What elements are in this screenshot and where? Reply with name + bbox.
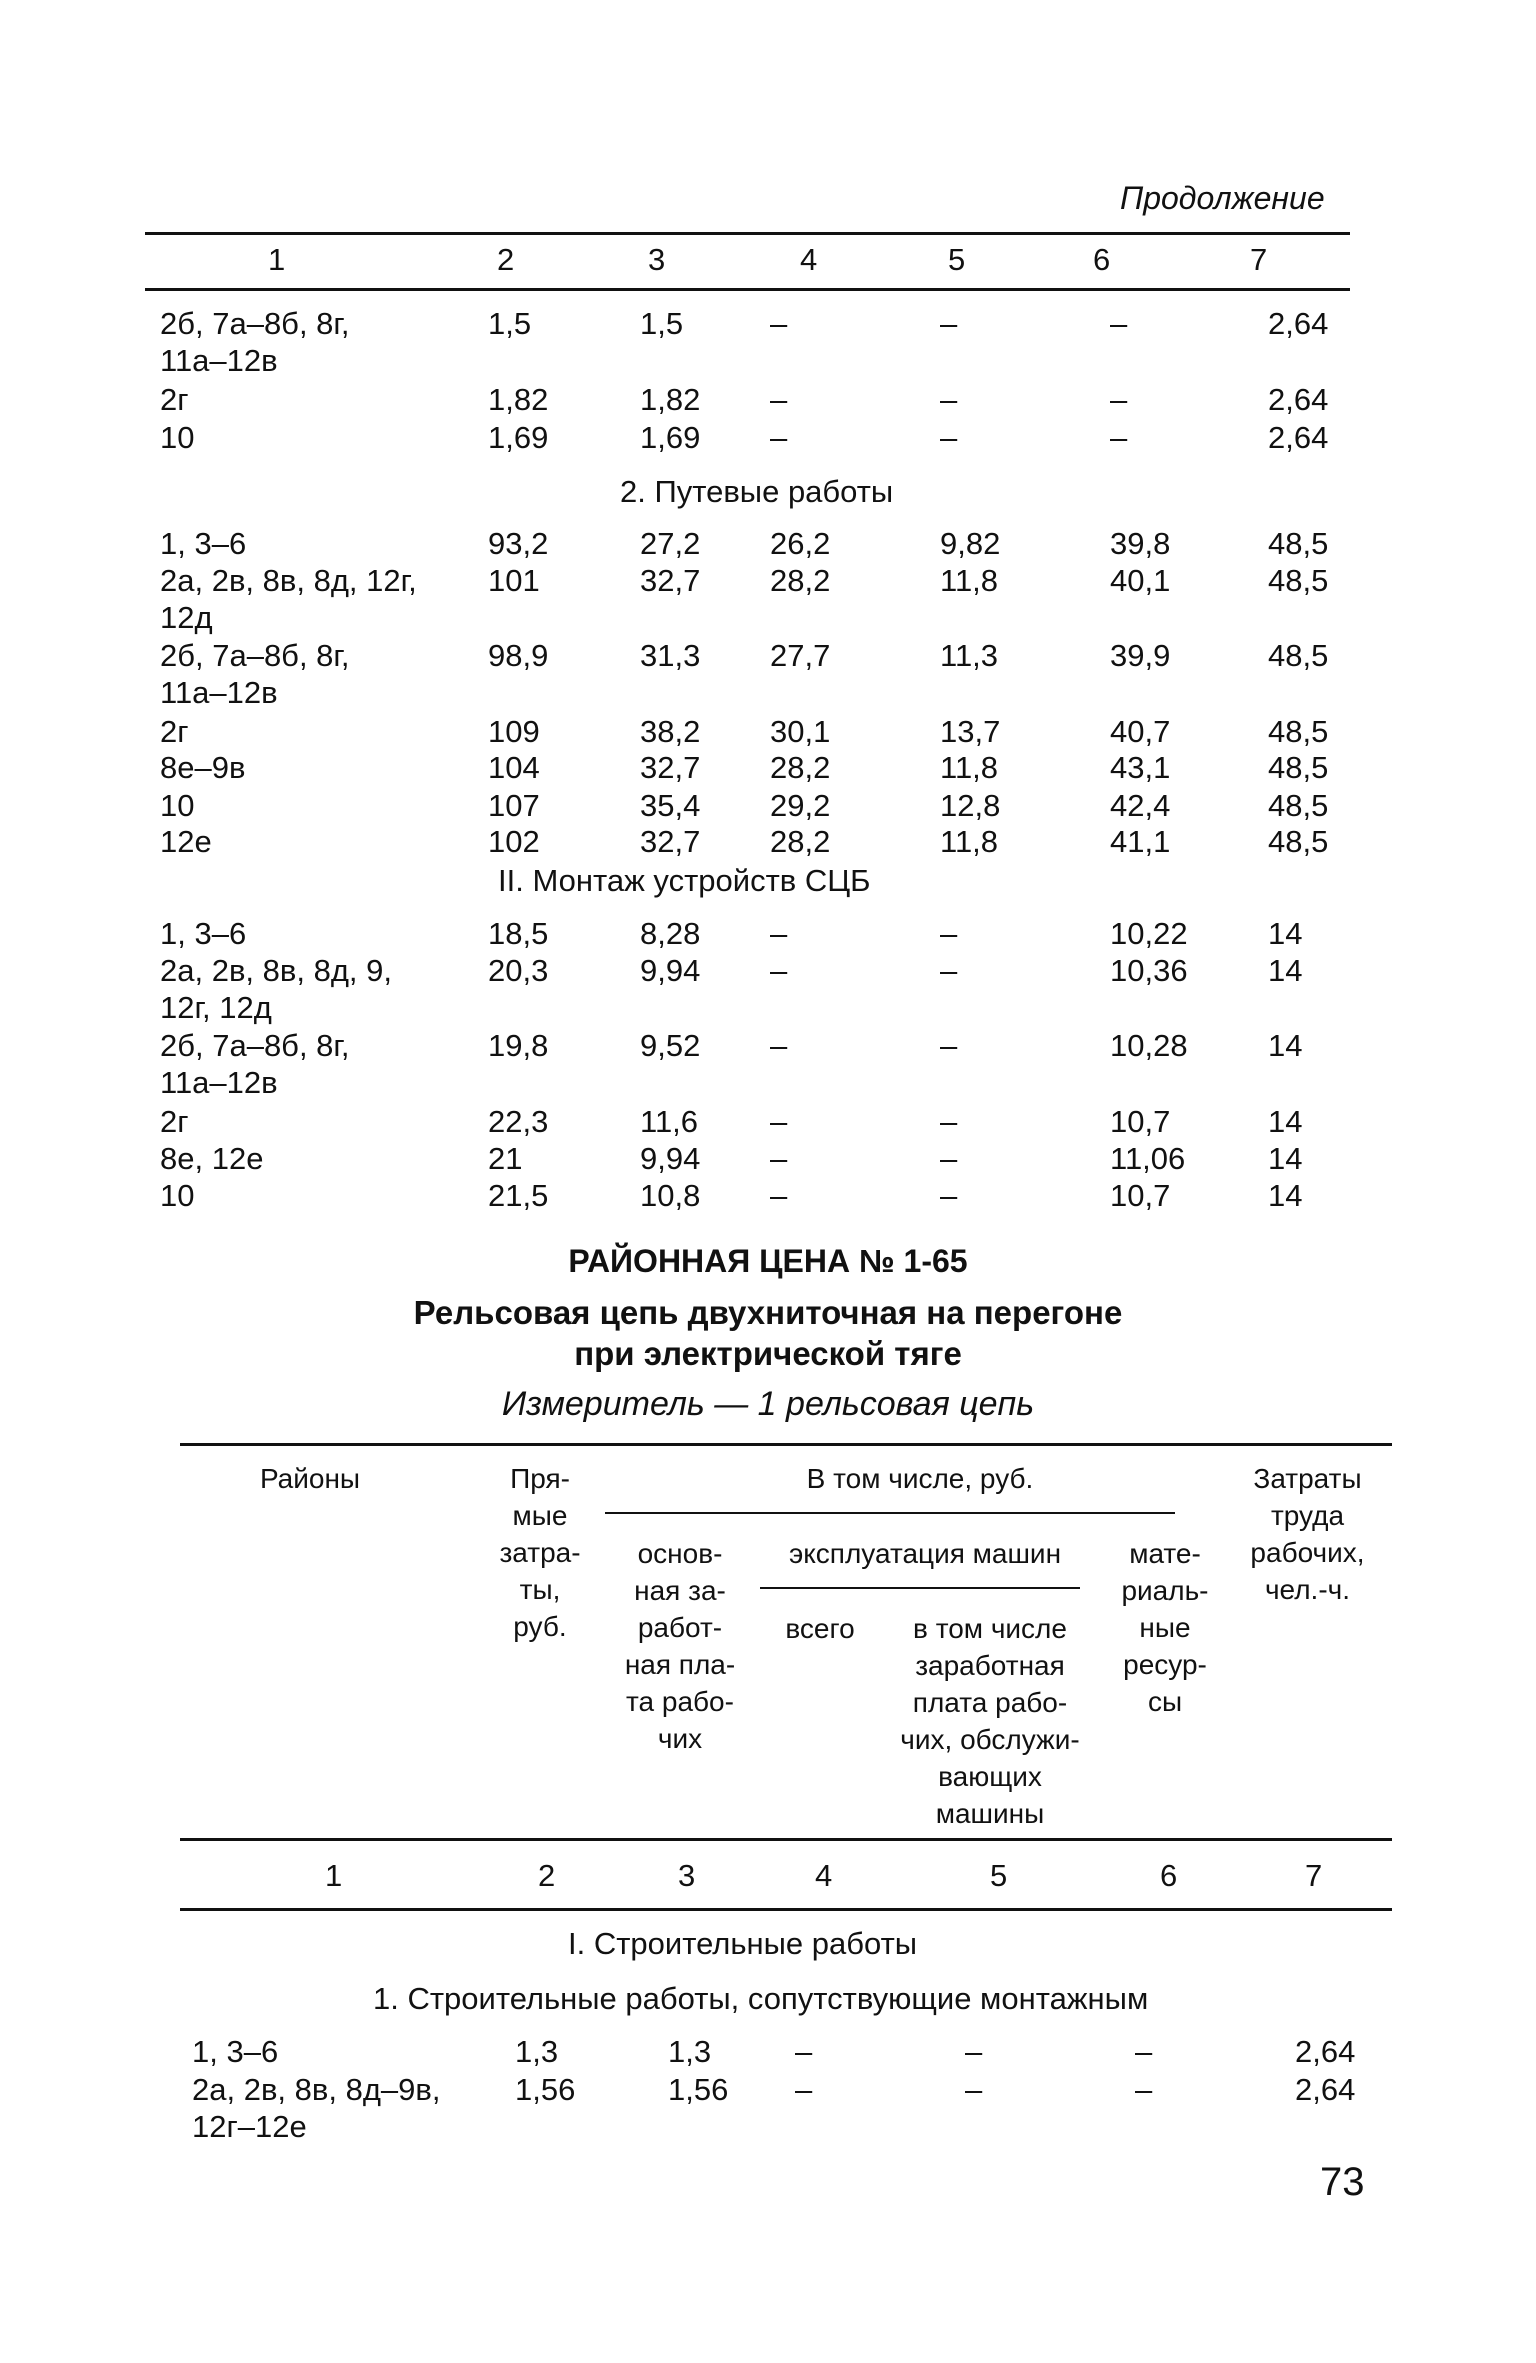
district-cell: 1, 3–6 [160,526,247,561]
value-cell: 11,06 [1110,1141,1186,1176]
value-cell: – [770,953,788,988]
value-cell: 2,64 [1268,382,1329,417]
value-cell: 11,8 [940,824,999,859]
value-cell: 10,8 [640,1178,701,1213]
district-cell: 10 [160,1178,195,1213]
district-cell: 2а, 2в, 8в, 8д–9в, 12г–12е [192,2072,441,2144]
table-row [0,1027,1536,1100]
value-cell: 21,5 [488,1178,549,1213]
value-cell: 2,64 [1268,420,1329,455]
value-cell: 40,1 [1110,563,1171,598]
table2-top-rule [180,1443,1392,1446]
column-number: 6 [1160,1858,1178,1893]
value-cell: 11,6 [640,1104,699,1139]
value-cell: 1,3 [668,2034,712,2069]
table-row [0,749,1536,789]
value-cell: – [770,420,788,455]
header-labor: Затраты труда рабочих, чел.-ч. [1250,1463,1365,1605]
table-row [0,823,1536,863]
value-cell: – [940,1141,958,1176]
value-cell: 14 [1268,1104,1303,1139]
value-cell: 2,64 [1268,306,1329,341]
value-cell: 38,2 [640,714,701,749]
table-row [0,381,1536,421]
header-including: В том числе, руб. [806,1463,1034,1494]
value-cell: 35,4 [640,788,701,823]
value-cell: 2,64 [1295,2034,1356,2069]
table-row [0,419,1536,459]
value-cell: 10,7 [1110,1104,1171,1139]
value-cell: – [940,1028,958,1063]
district-cell: 2а, 2в, 8в, 8д, 12г, 12д [160,563,417,635]
value-cell: – [1110,382,1128,417]
column-number: 5 [990,1858,1008,1893]
table-row [0,637,1536,710]
value-cell: – [1110,306,1128,341]
value-cell: 14 [1268,1141,1303,1176]
value-cell: 104 [488,750,540,785]
title-line-1: Рельсовая цепь двухниточная на перегоне [413,1294,1123,1331]
district-cell: 2г [160,1104,189,1139]
value-cell: – [770,382,788,417]
value-cell: 9,94 [640,953,701,988]
value-cell: – [770,306,788,341]
table-row [0,2033,1536,2073]
column-number: 3 [678,1858,696,1893]
value-cell: – [770,916,788,951]
column-number: 6 [1093,242,1111,277]
value-cell: 28,2 [770,824,831,859]
value-cell: 32,7 [640,563,701,598]
table-row [0,713,1536,753]
table-row [0,1103,1536,1143]
value-cell: – [940,382,958,417]
value-cell: 1,82 [488,382,549,417]
value-cell: – [1135,2072,1153,2107]
value-cell: 8,28 [640,916,701,951]
title-line-2: при электрической тяге [574,1335,962,1372]
district-cell: 2а, 2в, 8в, 8д, 9, 12г, 12д [160,953,392,1025]
table-row [0,1140,1536,1180]
district-cell: 10 [160,788,195,823]
value-cell: 26,2 [770,526,831,561]
header-incl-wage: в том числе заработная плата рабо- чих, обслужи- вающих машины [900,1613,1080,1829]
district-cell: 2б, 7а–8б, 8г, 11а–12в [160,1028,350,1100]
value-cell: 18,5 [488,916,549,951]
value-cell: – [940,953,958,988]
value-cell: 43,1 [1110,750,1171,785]
value-cell: 10,7 [1110,1178,1171,1213]
column-number: 2 [497,242,515,277]
header-base-wage: основ- ная за- работ- ная пла- та рабо- чих [624,1538,736,1754]
district-cell: 12е [160,824,212,859]
value-cell: – [940,420,958,455]
value-cell: 41,1 [1110,824,1171,859]
value-cell: 12,8 [940,788,1001,823]
value-cell: – [770,1178,788,1213]
value-cell: 48,5 [1268,638,1329,673]
table-row [0,952,1536,1025]
table-row [0,915,1536,955]
value-cell: 32,7 [640,824,701,859]
page-number: 73 [1320,2160,1365,2204]
value-cell: 13,7 [940,714,1001,749]
value-cell: 42,4 [1110,788,1171,823]
value-cell: 2,64 [1295,2072,1356,2107]
value-cell: 1,3 [515,2034,559,2069]
subsection-accompanying: 1. Строительные работы, сопутствующие монтажным [373,1981,1149,2016]
value-cell: 9,52 [640,1028,701,1063]
section-construction: I. Строительные работы [568,1926,918,1961]
value-cell: 11,8 [940,750,999,785]
value-cell: – [1110,420,1128,455]
section-scb-installation: II. Монтаж устройств СЦБ [498,863,871,898]
header-machine-use: эксплуатация машин [788,1538,1062,1569]
table-row [0,525,1536,565]
value-cell: 27,2 [640,526,701,561]
value-cell: – [965,2034,983,2069]
district-cell: 1, 3–6 [160,916,247,951]
value-cell: 48,5 [1268,714,1329,749]
value-cell: 9,94 [640,1141,701,1176]
table2-header-rule [180,1838,1392,1841]
column-number: 7 [1250,242,1268,277]
value-cell: 10,22 [1110,916,1188,951]
continuation-label: Продолжение [1120,180,1325,216]
measure-unit: Измеритель — 1 рельсовая цепь [501,1385,1035,1423]
value-cell: 109 [488,714,540,749]
price-heading: РАЙОННАЯ ЦЕНА № 1-65 [568,1243,968,1279]
value-cell: 31,3 [640,638,701,673]
header-materials: мате- риаль- ные ресур- сы [1121,1538,1209,1717]
value-cell: – [940,1178,958,1213]
district-cell: 2г [160,714,189,749]
value-cell: 21 [488,1141,523,1176]
value-cell: – [940,306,958,341]
value-cell: – [940,916,958,951]
table1-top-rule [145,232,1350,235]
column-number: 1 [325,1858,343,1893]
column-number: 4 [815,1858,833,1893]
value-cell: 48,5 [1268,563,1329,598]
value-cell: 98,9 [488,638,549,673]
column-number: 7 [1305,1858,1323,1893]
table-row [0,562,1536,635]
value-cell: 14 [1268,1178,1303,1213]
column-number: 3 [648,242,666,277]
value-cell: 11,8 [940,563,999,598]
table-row [0,305,1536,378]
column-number: 4 [800,242,818,277]
value-cell: 27,7 [770,638,831,673]
value-cell: 1,82 [640,382,701,417]
table-row [0,787,1536,827]
value-cell: 28,2 [770,750,831,785]
value-cell: 32,7 [640,750,701,785]
table-row [0,1177,1536,1217]
value-cell: 1,5 [640,306,684,341]
header-direct-costs: Пря- мые затра- ты, руб. [499,1463,581,1642]
header-total: всего [785,1613,855,1644]
district-cell: 8е, 12е [160,1141,264,1176]
value-cell: 48,5 [1268,526,1329,561]
value-cell: 101 [488,563,540,598]
value-cell: 107 [488,788,540,823]
column-number: 2 [538,1858,556,1893]
including-underline [605,1512,1175,1514]
value-cell: 14 [1268,916,1303,951]
district-cell: 2г [160,382,189,417]
value-cell: 93,2 [488,526,549,561]
header-districts: Районы [259,1463,361,1494]
value-cell: 22,3 [488,1104,549,1139]
district-cell: 2б, 7а–8б, 8г, 11а–12в [160,638,350,710]
table2-colnum-rule [180,1908,1392,1911]
column-number: 5 [948,242,966,277]
value-cell: 14 [1268,1028,1303,1063]
value-cell: 40,7 [1110,714,1171,749]
value-cell: 48,5 [1268,750,1329,785]
value-cell: 1,5 [488,306,532,341]
value-cell: 11,3 [940,638,999,673]
value-cell: – [795,2072,813,2107]
district-cell: 8е–9в [160,750,246,785]
district-cell: 10 [160,420,195,455]
value-cell: 1,69 [488,420,549,455]
value-cell: – [940,1104,958,1139]
value-cell: – [1135,2034,1153,2069]
value-cell: 14 [1268,953,1303,988]
value-cell: 30,1 [770,714,831,749]
section-track-works: 2. Путевые работы [620,474,894,509]
value-cell: 10,28 [1110,1028,1188,1063]
district-cell: 1, 3–6 [192,2034,279,2069]
value-cell: 19,8 [488,1028,549,1063]
value-cell: 1,56 [668,2072,729,2107]
value-cell: – [965,2072,983,2107]
value-cell: 39,9 [1110,638,1171,673]
value-cell: 1,69 [640,420,701,455]
value-cell: 48,5 [1268,824,1329,859]
value-cell: – [795,2034,813,2069]
value-cell: 10,36 [1110,953,1188,988]
value-cell: 1,56 [515,2072,576,2107]
value-cell: – [770,1028,788,1063]
value-cell: 102 [488,824,540,859]
value-cell: – [770,1104,788,1139]
district-cell: 2б, 7а–8б, 8г, 11а–12в [160,306,350,378]
machine-use-underline [760,1587,1080,1589]
value-cell: – [770,1141,788,1176]
value-cell: 29,2 [770,788,831,823]
table1-header-rule [145,288,1350,291]
value-cell: 39,8 [1110,526,1171,561]
value-cell: 9,82 [940,526,1001,561]
value-cell: 48,5 [1268,788,1329,823]
table-row [0,2071,1536,2144]
column-number: 1 [268,242,286,277]
value-cell: 20,3 [488,953,549,988]
value-cell: 28,2 [770,563,831,598]
